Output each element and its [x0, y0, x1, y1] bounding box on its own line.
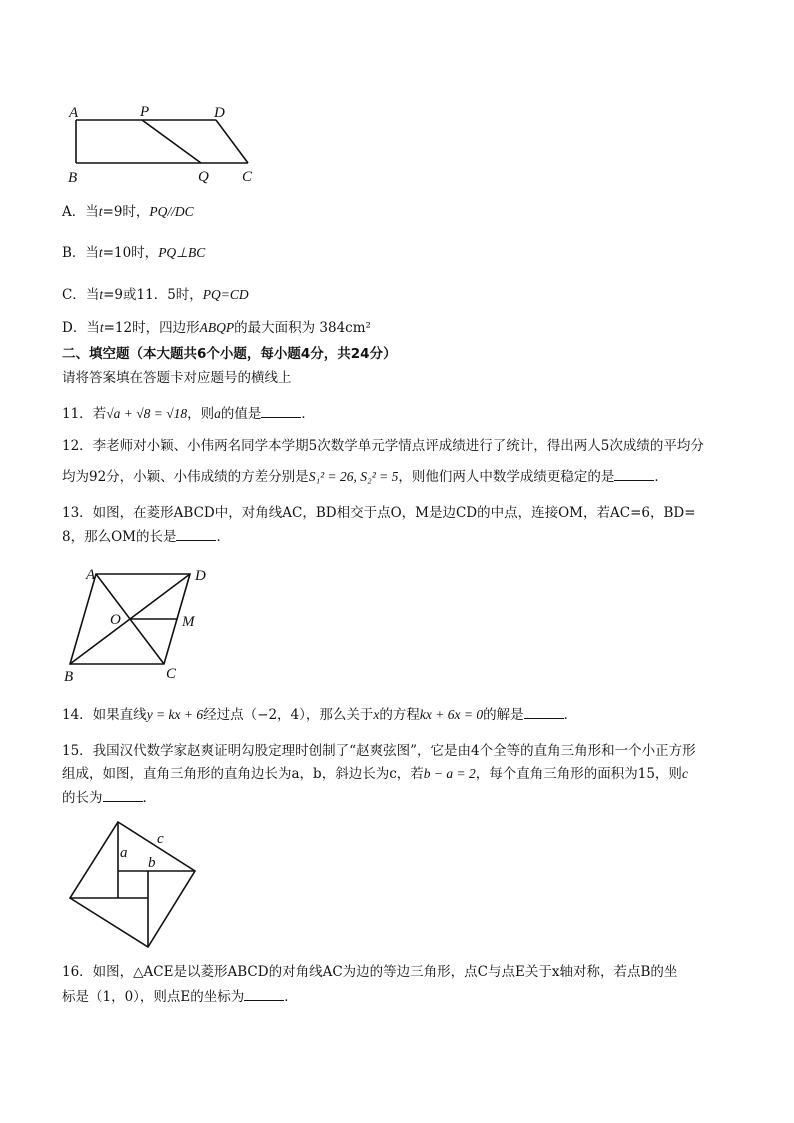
label-A: A	[69, 105, 79, 121]
answer-blank	[103, 789, 143, 802]
question-13-line1: 13．如图，在菱形ABCD中，对角线AC，BD相交于点O，M是边CD的中点，连接OM，若AC=6，BD=	[62, 505, 696, 521]
label-M: M	[182, 614, 195, 630]
question-12-line2: 均为92分，小颖、小伟成绩的方差分别是S₁² = 26, S₂² = 5，则他们两人中数学成绩更稳定的是 ．	[62, 469, 668, 485]
label-a: a	[120, 845, 128, 861]
label-B: B	[64, 669, 74, 685]
question-12-line1: 12．李老师对小颖、小伟两名同学本学期5次数学单元学情点评成绩进行了统计，得出两人5次成绩的平均分	[62, 438, 704, 454]
label-b: b	[148, 855, 156, 871]
option-a: A．当t=9时，PQ//DC	[62, 204, 194, 220]
question-16-line2: 标是（1，0），则点E的坐标为 ．	[62, 989, 298, 1005]
figure-trapezoid-pq	[60, 100, 280, 190]
answer-blank	[524, 706, 564, 719]
question-11: 11．若√a + √8 = √18，则a的值是 ．	[62, 406, 315, 422]
question-14: 14．如果直线y = kx + 6经过点（−2，4），那么关于x的方程kx + 6x = 0的解是 ．	[62, 707, 578, 723]
question-15-line3: 的长为 ．	[62, 790, 156, 806]
question-15-line1: 15．我国汉代数学家赵爽证明勾股定理时创制了“赵爽弦图”，它是由4个全等的直角三角形和一个小正方形	[62, 743, 696, 759]
label-B: B	[68, 170, 78, 186]
label-C: C	[166, 666, 177, 682]
answer-blank	[244, 988, 284, 1001]
section-title: 二、填空题（本大题共6个小题，每小题4分，共24分）	[62, 346, 397, 362]
label-C: C	[242, 169, 253, 185]
question-15-line2: 组成，如图，直角三角形的直角边长为a，b，斜边长为c，若b − a = 2，每个直角三角形的面积为15，则c	[62, 766, 688, 782]
label-c: c	[157, 831, 164, 847]
option-d: D．当t=12时，四边形ABQP的最大面积为 384cm²	[62, 320, 371, 336]
option-c: C．当t=9或11．5时，PQ=CD	[62, 287, 249, 303]
figure-rhombus	[58, 560, 218, 690]
option-b: B．当t=10时，PQ⊥BC	[62, 245, 206, 261]
answer-blank	[261, 405, 301, 418]
question-16-line1: 16．如图，△ACE是以菱形ABCD的对角线AC为边的等边三角形，点C与点E关于x轴对称，若点B的坐	[62, 964, 678, 980]
label-A: A	[86, 567, 96, 583]
label-P: P	[140, 104, 150, 120]
answer-blank	[176, 528, 216, 541]
figure-zhaoshuang	[60, 815, 230, 955]
label-Q: Q	[198, 169, 209, 185]
label-O: O	[110, 612, 121, 628]
label-D: D	[214, 105, 225, 121]
question-13-line2: 8，那么OM的长是 ．	[62, 529, 230, 545]
label-D: D	[195, 568, 206, 584]
section-note: 请将答案填在答题卡对应题号的横线上	[62, 370, 292, 386]
answer-blank	[614, 468, 654, 481]
